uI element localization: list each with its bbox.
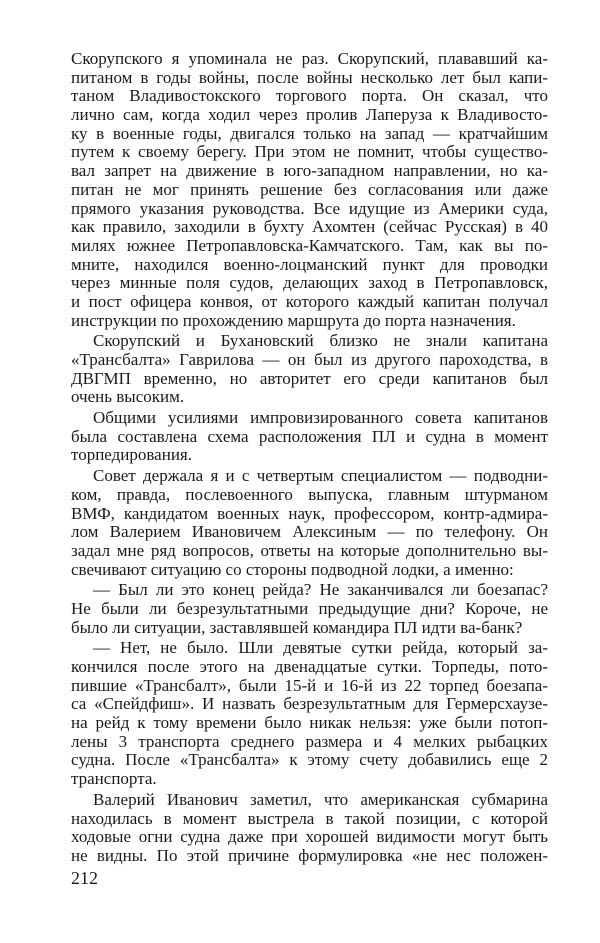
- text-line: лены 3 транспорта среднего размера и 4 мелких рыбацких: [71, 732, 548, 751]
- text-line: лом Валерием Ивановичем Алексиным — по телефону. Он: [71, 523, 548, 542]
- text-line: прямого указания руководства. Все идущие из Америки суда,: [71, 199, 548, 218]
- text-line: милях южнее Петропавловска-Камчатского. Там, как вы по-: [71, 236, 548, 255]
- text-line: «Трансбалта» Гаврилова — он был из другого пароходства, в: [71, 351, 548, 369]
- text-line: питан не мог принять решение без согласования или даже: [71, 180, 548, 199]
- paragraph: [71, 581, 548, 637]
- text-line: на рейд к тому времени было никак нельзя: уже были потоп-: [71, 714, 548, 733]
- paragraph: [71, 50, 548, 330]
- paragraph: [71, 639, 548, 789]
- paragraph: [71, 332, 548, 407]
- text-line: ку в военные годы, двигался только на запад — кратчайшим: [71, 124, 548, 143]
- text-line: через минные поля судов, делающих заход в Петропавловск,: [71, 274, 548, 293]
- text-line: была составлена схема расположения ПЛ и судна в момент: [71, 427, 548, 446]
- text-line: задал мне ряд вопросов, ответы на которые дополнительно вы-: [71, 541, 548, 560]
- text-line: пившие «Трансбалт», были 15-й и 16-й из 22 торпед боезапа-: [71, 676, 548, 695]
- text-line: ком, правда, послевоенного выпуска, главным штурманом: [71, 485, 548, 504]
- text-line: путем к своему берегу. При этом не помнит, чтобы существо-: [71, 143, 548, 162]
- text-line: питаном в годы войны, после войны несколько лет был капи-: [71, 68, 548, 87]
- text-line: судна. После «Трансбалта» к этому счету добавились еще 2: [71, 751, 548, 770]
- text-line: Скорупского я упоминала не раз. Скорупский, плававший ка-: [71, 50, 548, 68]
- text-line: было ли ситуации, заставлявшей командира ПЛ идти ва-банк?: [71, 618, 523, 637]
- text-line: — Был ли это конец рейда? Не заканчивался ли боезапас?: [93, 581, 548, 600]
- text-line: Совет держала я и с четвертым специалистом — подводни-: [93, 467, 548, 486]
- text-line: и пост офицера конвоя, от которого каждый капитан получал: [71, 292, 548, 311]
- text-line: Валерий Иванович заметил, что американская субмарина: [93, 790, 548, 809]
- text-line: мните, находился военно-лоцманский пункт для проводки: [71, 255, 548, 274]
- text-line: Общими усилиями импровизированного совета капитанов: [93, 409, 548, 428]
- text-line: Скорупский и Бухановский близко не знали капитана: [93, 332, 548, 351]
- text-line: находилась в момент выстрела в такой позиции, с которой: [71, 809, 548, 828]
- text-line: ВМФ, кандидатом военных наук, профессором, контр-адмира-: [71, 504, 548, 523]
- text-line: лично сам, когда ходил через пролив Лаперуза к Владивосто-: [71, 106, 548, 125]
- text-line: ходовые огни судна даже при хорошей видимости могут быть: [71, 828, 548, 847]
- text-line: таном Владивостокского торгового порта. Он сказал, что: [71, 87, 548, 106]
- text-line: очень высоким.: [71, 388, 185, 407]
- page-body: [71, 50, 548, 868]
- text-line: ДВГМП временно, но авторитет его среди капитанов был: [71, 369, 548, 388]
- text-line: Не были ли безрезультатными предыдущие дни? Короче, не: [71, 599, 548, 618]
- text-line: — Нет, не было. Шли девятые сутки рейда, который за-: [93, 639, 548, 658]
- text-line: торпедирования.: [71, 446, 192, 465]
- text-line: как правило, заходили в бухту Ахомтен (сейчас Русская) в 40: [71, 218, 548, 237]
- paragraph: [71, 467, 548, 579]
- text-line: кончился после этого на двенадцатые сутки. Торпеды, пото-: [71, 658, 548, 676]
- page-number: 212: [71, 868, 98, 888]
- paragraph: [71, 409, 548, 465]
- text-line: са «Спейдфиш». И назвать безрезультатным для Гермерсхаузе-: [71, 695, 548, 714]
- paragraph: [71, 791, 548, 866]
- text-line: не видны. По этой причине формулировка «не нес положен-: [71, 846, 548, 865]
- text-line: свечивают ситуацию со стороны подводной лодки, а именно:: [71, 560, 514, 579]
- text-line: инструкции по прохождению маршрута до порта назначения.: [71, 311, 516, 330]
- text-line: вал запрет на движение в юго-западном направлении, но ка-: [71, 162, 548, 181]
- text-line: транспорта.: [71, 770, 157, 789]
